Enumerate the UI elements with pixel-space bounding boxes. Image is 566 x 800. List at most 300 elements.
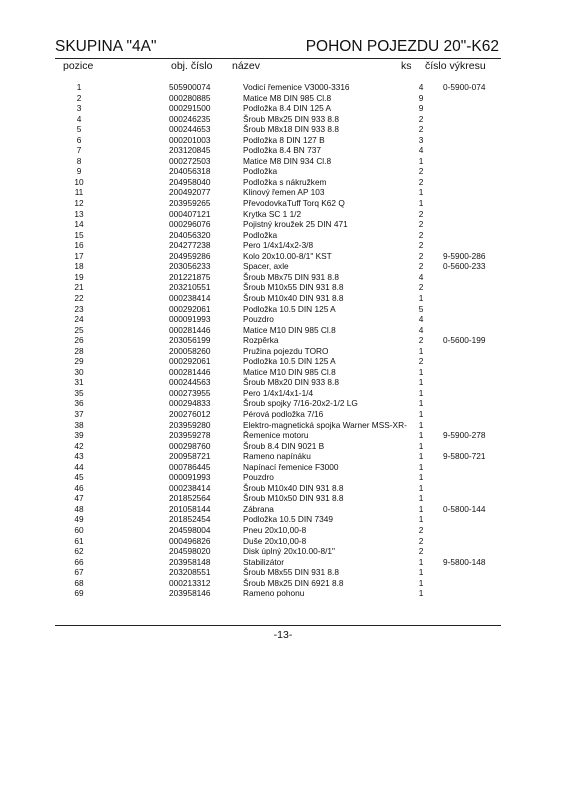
position-cell: 2 [76, 92, 82, 103]
part-number-cell: 000281446 [169, 324, 211, 335]
table-row [55, 472, 501, 483]
table-row [55, 124, 501, 135]
part-name-cell: Šroub M8x20 DIN 933 8.8 [243, 377, 339, 388]
table-row [55, 588, 501, 599]
part-number-cell: 000291500 [169, 103, 211, 114]
part-name-cell: Šroub M10x50 DIN 931 8.8 [243, 493, 344, 504]
quantity-cell: 1 [418, 377, 424, 388]
page-number: -13- [273, 629, 293, 641]
position-cell: 47 [74, 493, 84, 504]
table-row [55, 261, 501, 272]
part-name-cell: Zábrana [243, 503, 274, 514]
part-name-cell: Kolo 20x10.00-8/1" KST [243, 250, 332, 261]
position-cell: 66 [74, 556, 84, 567]
table-row [55, 493, 501, 504]
drawing-number-cell [427, 346, 501, 357]
table-row [55, 578, 501, 589]
quantity-cell: 1 [418, 461, 424, 472]
position-cell: 68 [74, 577, 84, 588]
drawing-number-cell [427, 124, 501, 135]
part-name-cell: Podložka 8.4 BN 737 [243, 145, 321, 156]
quantity-cell: 1 [418, 187, 424, 198]
position-cell: 24 [74, 314, 84, 325]
quantity-cell: 2 [418, 176, 424, 187]
quantity-cell: 3 [418, 134, 424, 145]
part-name-cell: Pouzdro [243, 314, 274, 325]
table-row [55, 546, 501, 557]
drawing-number-cell [427, 578, 501, 589]
quantity-cell: 1 [418, 556, 424, 567]
drawing-number-cell [427, 546, 501, 557]
position-cell: 23 [74, 303, 84, 314]
part-name-cell: Řemenice motoru [243, 430, 309, 441]
part-number-cell: 204958040 [169, 176, 211, 187]
table-row [55, 420, 501, 431]
column-header-obj-cislo: obj. číslo [171, 60, 213, 72]
drawing-number-cell [427, 388, 501, 399]
position-cell: 10 [74, 176, 84, 187]
quantity-cell: 1 [418, 345, 424, 356]
table-row [55, 504, 501, 515]
part-name-cell: Napínací řemenice F3000 [243, 461, 339, 472]
part-name-cell: Matice M10 DIN 985 Cl.8 [243, 366, 336, 377]
column-header-nazev: název [232, 60, 261, 72]
position-cell: 16 [74, 240, 84, 251]
position-cell: 12 [74, 198, 84, 209]
table-row [55, 335, 501, 346]
table-row [55, 282, 501, 293]
position-cell: 45 [74, 472, 84, 483]
drawing-number-cell [427, 114, 501, 125]
position-cell: 46 [74, 482, 84, 493]
drawing-number-cell [427, 420, 501, 431]
quantity-cell: 4 [418, 145, 424, 156]
position-cell: 48 [74, 503, 84, 514]
drawing-number-cell [427, 356, 501, 367]
part-number-cell: 000244563 [169, 377, 211, 388]
drawing-number-cell [427, 314, 501, 325]
drawing-number-cell [427, 293, 501, 304]
drawing-number-cell [427, 240, 501, 251]
position-cell: 44 [74, 461, 84, 472]
part-name-cell: Matice M10 DIN 985 Cl.8 [243, 324, 336, 335]
table-row [55, 514, 501, 525]
drawing-number-cell [427, 536, 501, 547]
drawing-number-cell [427, 367, 501, 378]
quantity-cell: 1 [418, 493, 424, 504]
column-header-cislo-vykresu: číslo výkresu [425, 60, 486, 72]
part-number-cell: 203208551 [169, 567, 211, 578]
quantity-cell: 1 [418, 408, 424, 419]
group-title: SKUPINA "4A" [55, 38, 157, 55]
quantity-cell: 2 [418, 546, 424, 557]
quantity-cell: 2 [418, 124, 424, 135]
part-name-cell: Šroub M10x40 DIN 931 8.8 [243, 292, 344, 303]
position-cell: 19 [74, 271, 84, 282]
part-name-cell: Pero 1/4x1/4x2-3/8 [243, 240, 314, 251]
part-number-cell: 000246235 [169, 113, 211, 124]
position-cell: 31 [74, 377, 84, 388]
quantity-cell: 1 [418, 292, 424, 303]
table-row [55, 293, 501, 304]
quantity-cell: 1 [418, 567, 424, 578]
table-row [55, 209, 501, 220]
drawing-number-cell [427, 567, 501, 578]
quantity-cell: 1 [418, 198, 424, 209]
drawing-number-cell [427, 303, 501, 314]
position-cell: 5 [76, 124, 82, 135]
part-name-cell: Šroub M8x25 DIN 933 8.8 [243, 113, 339, 124]
part-name-cell: Rozpěrka [243, 335, 279, 346]
position-cell: 30 [74, 366, 84, 377]
part-name-cell: Pojistný kroužek 25 DIN 471 [243, 219, 348, 230]
part-name-cell: Šroub M8x75 DIN 931 8.8 [243, 271, 339, 282]
part-number-cell: 200492077 [169, 187, 211, 198]
part-number-cell: 203959265 [169, 198, 211, 209]
quantity-cell: 2 [418, 240, 424, 251]
table-row [55, 82, 501, 93]
column-header-ks: ks [401, 60, 412, 72]
quantity-cell: 1 [418, 387, 424, 398]
part-number-cell: 000496826 [169, 535, 211, 546]
position-cell: 26 [74, 335, 84, 346]
part-name-cell: Krytka SC 1 1/2 [243, 208, 302, 219]
table-row [55, 367, 501, 378]
position-cell: 69 [74, 588, 84, 599]
part-name-cell: Podložka 8.4 DIN 125 A [243, 103, 332, 114]
table-row [55, 156, 501, 167]
part-number-cell: 200958721 [169, 451, 211, 462]
quantity-cell: 2 [418, 356, 424, 367]
drawing-number-cell: 9-5900-278 [443, 430, 486, 441]
part-name-cell: Duše 20x10,00-8 [243, 535, 307, 546]
drawing-number-cell [427, 472, 501, 483]
table-row [55, 303, 501, 314]
position-cell: 35 [74, 387, 84, 398]
part-number-cell: 000091993 [169, 472, 211, 483]
part-number-cell: 201058144 [169, 503, 211, 514]
part-number-cell: 201221875 [169, 271, 211, 282]
part-name-cell: Spacer, axle [243, 261, 289, 272]
part-name-cell: Pneu 20x10,00-8 [243, 524, 307, 535]
part-name-cell: Rameno napínáku [243, 451, 311, 462]
table-row [55, 145, 501, 156]
table-row [55, 240, 501, 251]
position-cell: 43 [74, 451, 84, 462]
position-cell: 60 [74, 524, 84, 535]
position-cell: 1 [76, 82, 82, 93]
table-row [55, 430, 501, 441]
table-row [55, 398, 501, 409]
position-cell: 21 [74, 282, 84, 293]
table-row [55, 93, 501, 104]
quantity-cell: 1 [418, 514, 424, 525]
drawing-number-cell [427, 325, 501, 336]
table-row [55, 177, 501, 188]
part-number-cell: 000280885 [169, 92, 211, 103]
drawing-number-cell [427, 398, 501, 409]
part-name-cell: Matice M8 DIN 934 Cl.8 [243, 155, 332, 166]
part-name-cell: Šroub 8.4 DIN 9021 B [243, 440, 325, 451]
table-row [55, 557, 501, 568]
part-number-cell: 000238414 [169, 292, 211, 303]
quantity-cell: 1 [418, 472, 424, 483]
part-number-cell: 000294833 [169, 398, 211, 409]
position-cell: 25 [74, 324, 84, 335]
position-cell: 15 [74, 229, 84, 240]
table-row [55, 451, 501, 462]
part-name-cell: Matice M8 DIN 985 Cl.8 [243, 92, 332, 103]
quantity-cell: 9 [418, 103, 424, 114]
drawing-number-cell [427, 377, 501, 388]
quantity-cell: 1 [418, 588, 424, 599]
drawing-number-cell [427, 145, 501, 156]
part-number-cell: 000091993 [169, 314, 211, 325]
table-row [55, 103, 501, 114]
position-cell: 11 [74, 187, 84, 198]
drawing-number-cell: 0-5600-233 [443, 261, 486, 272]
drawing-number-cell [427, 166, 501, 177]
drawing-number-cell: 9-5800-721 [443, 451, 486, 462]
part-number-cell: 203056199 [169, 335, 211, 346]
part-number-cell: 000292061 [169, 303, 211, 314]
part-name-cell: Disk úplný 20x10.00-8/1" [243, 546, 335, 557]
header-divider [55, 58, 501, 59]
quantity-cell: 2 [418, 282, 424, 293]
drawing-number-cell [427, 588, 501, 599]
part-name-cell: Elektro-magnetická spojka Warner MSS-XR- [243, 419, 407, 430]
quantity-cell: 1 [418, 398, 424, 409]
quantity-cell: 1 [418, 430, 424, 441]
position-cell: 13 [74, 208, 84, 219]
position-cell: 8 [76, 155, 82, 166]
table-row [55, 483, 501, 494]
part-number-cell: 203958146 [169, 588, 211, 599]
part-number-cell: 200058260 [169, 345, 211, 356]
table-row [55, 325, 501, 336]
drawing-number-cell [427, 156, 501, 167]
part-name-cell: Pérová podložka 7/16 [243, 408, 324, 419]
drawing-number-cell [427, 103, 501, 114]
quantity-cell: 2 [418, 250, 424, 261]
drawing-number-cell [427, 230, 501, 241]
quantity-cell: 2 [418, 261, 424, 272]
part-name-cell: Šroub spojky 7/16-20x2-1/2 LG [243, 398, 358, 409]
part-number-cell: 000272503 [169, 155, 211, 166]
part-name-cell: Podložka s nákružkem [243, 176, 327, 187]
part-number-cell: 203210551 [169, 282, 211, 293]
drawing-number-cell [427, 409, 501, 420]
part-name-cell: Podložka [243, 166, 278, 177]
quantity-cell: 1 [418, 366, 424, 377]
quantity-cell: 2 [418, 208, 424, 219]
quantity-cell: 2 [418, 335, 424, 346]
part-number-cell: 505900074 [169, 82, 211, 93]
table-row [55, 314, 501, 325]
position-cell: 62 [74, 546, 84, 557]
drawing-number-cell [427, 135, 501, 146]
table-row [55, 135, 501, 146]
quantity-cell: 1 [418, 419, 424, 430]
position-cell: 42 [74, 440, 84, 451]
table-row [55, 409, 501, 420]
table-row [55, 567, 501, 578]
quantity-cell: 2 [418, 524, 424, 535]
table-row [55, 377, 501, 388]
drawing-number-cell [427, 198, 501, 209]
drawing-number-cell: 0-5800-144 [443, 503, 486, 514]
position-cell: 17 [74, 250, 84, 261]
table-row [55, 114, 501, 125]
part-number-cell: 204056318 [169, 166, 211, 177]
part-number-cell: 203120845 [169, 145, 211, 156]
column-header-pozice: pozice [63, 60, 94, 72]
drawing-number-cell [427, 493, 501, 504]
table-row [55, 166, 501, 177]
part-number-cell: 203056233 [169, 261, 211, 272]
part-number-cell: 000292061 [169, 356, 211, 367]
part-name-cell: Pouzdro [243, 472, 274, 483]
table-row [55, 272, 501, 283]
drawing-number-cell [427, 441, 501, 452]
quantity-cell: 2 [418, 113, 424, 124]
part-number-cell: 204598004 [169, 524, 211, 535]
quantity-cell: 1 [418, 155, 424, 166]
quantity-cell: 1 [418, 503, 424, 514]
drawing-number-cell: 9-5900-286 [443, 250, 486, 261]
part-number-cell: 000296076 [169, 219, 211, 230]
part-number-cell: 203959278 [169, 430, 211, 441]
part-number-cell: 204959286 [169, 250, 211, 261]
table-row [55, 388, 501, 399]
position-cell: 49 [74, 514, 84, 525]
quantity-cell: 1 [418, 577, 424, 588]
position-cell: 39 [74, 430, 84, 441]
quantity-cell: 1 [418, 440, 424, 451]
drawing-number-cell [427, 483, 501, 494]
part-number-cell: 201852454 [169, 514, 211, 525]
part-number-cell: 000273955 [169, 387, 211, 398]
position-cell: 9 [76, 166, 82, 177]
drawing-number-cell [427, 272, 501, 283]
table-row [55, 346, 501, 357]
position-cell: 3 [76, 103, 82, 114]
quantity-cell: 1 [418, 451, 424, 462]
quantity-cell: 2 [418, 166, 424, 177]
quantity-cell: 9 [418, 92, 424, 103]
part-name-cell: Pero 1/4x1/4x1-1/4 [243, 387, 314, 398]
part-name-cell: Podložka 10.5 DIN 7349 [243, 514, 333, 525]
table-row [55, 462, 501, 473]
position-cell: 7 [76, 145, 82, 156]
section-title: POHON POJEZDU 20"-K62 [305, 38, 499, 55]
part-name-cell: Klinový řemen AP 103 [243, 187, 325, 198]
part-name-cell: PřevodovkaTuff Torq K62 Q [243, 198, 345, 209]
drawing-number-cell: 0-5600-199 [443, 335, 486, 346]
drawing-number-cell [427, 187, 501, 198]
quantity-cell: 4 [418, 314, 424, 325]
part-number-cell: 000201003 [169, 134, 211, 145]
quantity-cell: 4 [418, 82, 424, 93]
drawing-number-cell [427, 525, 501, 536]
part-name-cell: Podložka 10.5 DIN 125 A [243, 356, 336, 367]
part-number-cell: 000298760 [169, 440, 211, 451]
part-number-cell: 203958148 [169, 556, 211, 567]
part-name-cell: Podložka 8 DIN 127 B [243, 134, 325, 145]
table-row [55, 251, 501, 262]
drawing-number-cell [427, 514, 501, 525]
part-number-cell: 000238414 [169, 482, 211, 493]
position-cell: 28 [74, 345, 84, 356]
drawing-number-cell [427, 219, 501, 230]
position-cell: 22 [74, 292, 84, 303]
position-cell: 38 [74, 419, 84, 430]
part-name-cell: Rameno pohonu [243, 588, 305, 599]
table-row [55, 356, 501, 367]
footer-divider [55, 625, 501, 626]
part-number-cell: 204277238 [169, 240, 211, 251]
position-cell: 18 [74, 261, 84, 272]
part-name-cell: Šroub M8x18 DIN 933 8.8 [243, 124, 339, 135]
part-number-cell: 000244653 [169, 124, 211, 135]
part-name-cell: Šroub M8x25 DIN 6921 8.8 [243, 577, 344, 588]
drawing-number-cell: 0-5900-074 [443, 82, 486, 93]
table-row [55, 536, 501, 547]
drawing-number-cell [427, 93, 501, 104]
table-row [55, 525, 501, 536]
part-number-cell: 204598020 [169, 546, 211, 557]
quantity-cell: 1 [418, 482, 424, 493]
part-name-cell: Podložka 10.5 DIN 125 A [243, 303, 336, 314]
position-cell: 29 [74, 356, 84, 367]
table-row [55, 219, 501, 230]
part-name-cell: Šroub M10x55 DIN 931 8.8 [243, 282, 344, 293]
table-row [55, 198, 501, 209]
part-number-cell: 000786445 [169, 461, 211, 472]
position-cell: 37 [74, 408, 84, 419]
part-name-cell: Vodicí řemenice V3000-3316 [243, 82, 350, 93]
drawing-number-cell [427, 462, 501, 473]
position-cell: 6 [76, 134, 82, 145]
part-name-cell: Šroub M8x55 DIN 931 8.8 [243, 567, 339, 578]
part-number-cell: 201852564 [169, 493, 211, 504]
position-cell: 67 [74, 567, 84, 578]
quantity-cell: 4 [418, 324, 424, 335]
drawing-number-cell [427, 282, 501, 293]
part-name-cell: Šroub M10x40 DIN 931 8.8 [243, 482, 344, 493]
position-cell: 14 [74, 219, 84, 230]
part-number-cell: 000213312 [169, 577, 211, 588]
quantity-cell: 2 [418, 219, 424, 230]
table-row [55, 441, 501, 452]
drawing-number-cell [427, 177, 501, 188]
part-number-cell: 000281446 [169, 366, 211, 377]
quantity-cell: 2 [418, 535, 424, 546]
position-cell: 61 [74, 535, 84, 546]
part-name-cell: Stabilizátor [243, 556, 285, 567]
position-cell: 4 [76, 113, 82, 124]
drawing-number-cell: 9-5800-148 [443, 556, 486, 567]
quantity-cell: 4 [418, 271, 424, 282]
part-number-cell: 203959280 [169, 419, 211, 430]
drawing-number-cell [427, 209, 501, 220]
part-number-cell: 204056320 [169, 229, 211, 240]
part-name-cell: Pružina pojezdu TORO [243, 345, 329, 356]
quantity-cell: 2 [418, 229, 424, 240]
part-number-cell: 200276012 [169, 408, 211, 419]
position-cell: 36 [74, 398, 84, 409]
table-row [55, 230, 501, 241]
